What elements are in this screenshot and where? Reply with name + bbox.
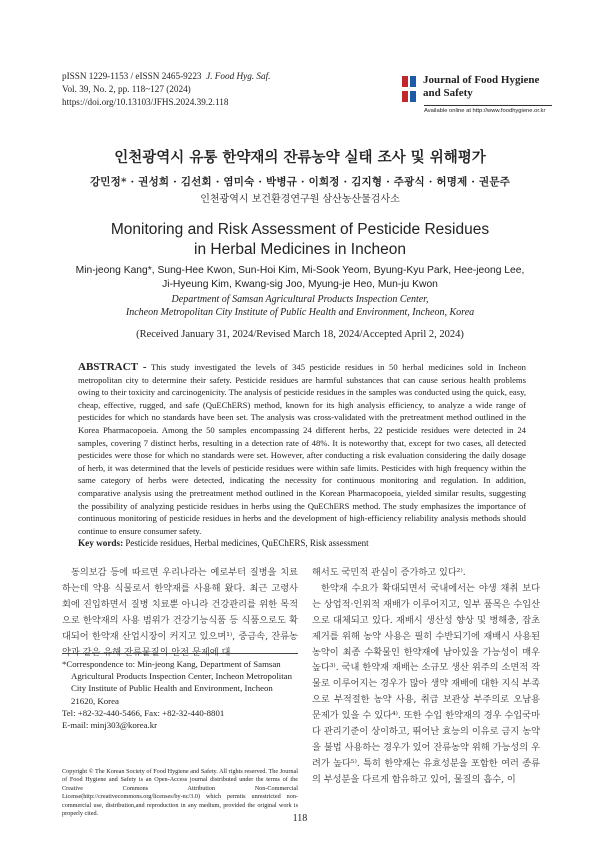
journal-logo-title: Journal of Food Hygiene and Safety [423,74,540,99]
copyright-notice: Copyright © The Korean Society of Food Hygiene and Safety. All rights reserved. The Journal of Food Hygiene and Safety is an Open-Access journal distributed under the terms of the Creative Commons Attribution Non-Commercial License(http://creativecommons.org/licenses/by-nc/3.0) which permits unrestricted non-commercial use, distribution,and reproduction in any medium, provided the original work is properly cited. [62,768,298,818]
correspondence-footnote [62,658,298,731]
correspondence-phone: Tel: +82-32-440-5466, Fax: +82-32-440-8801 [62,707,225,718]
keywords [78,538,526,548]
title-english: Monitoring and Risk Assessment of Pesticide Residues in Herbal Medicines in Incheon [110,221,490,258]
body-left-column: 동의보감 등에 따르면 우리나라는 예로부터 질병을 치료하는데 약용 식물로서 한약재를 사용해 왔다. 최근 고령사회에 진입하면서 질병 치료뿐 아니라 건강관리를 위한 목적으로 한약재의 사용 범위가 건강기능식품 등 식품으로도 확대되어 한약재 산업시장이 커지고 있으며¹⁾, 중금속, 잔류농 [62,567,298,642]
journal-logo-icon [401,74,419,104]
journal-url[interactable]: Available online at http://www.foodhygiene.or.kr [424,108,546,114]
body-right-column [312,565,540,788]
authors-korean: 강민정* · 권성희 · 김선회 · 염미숙 · 박병규 · 이희정 · 김지형 · 주광식 · 허명제 · 권문주 [89,176,511,188]
correspondence-address: *Correspondence to: Min-jeong Kang, Department of Samsan Agricultural Products Inspection Center, Incheon Metropolitan City Institute of Public Health and Environment, Incheon 21620, Korea [62,659,292,706]
journal-logo [401,74,551,108]
issn: pISSN 1229-1153 / eISSN 2465-9223 [62,71,202,81]
abstract [78,361,526,537]
doi-link[interactable]: https://doi.org/10.13103/JFHS.2024.39.2.118 [62,97,229,107]
page-number: 118 [292,813,308,824]
footnote-divider [62,653,298,654]
keywords-label: Key words: [78,538,124,548]
body-paragraph: 해서도 국민적 관심이 증가하고 있다²⁾. [312,567,466,578]
received-dates: (Received January 31, 2024/Revised March 18, 2024/Accepted April 2, 2024) [136,329,464,340]
volume-line: Vol. 39, No. 2, pp. 118~127 (2024) [62,84,191,94]
title-korean: 인천광역시 유통 한약재의 잔류농약 실태 조사 및 위해평가 [114,149,486,166]
body-paragraph: 한약재 수요가 확대되면서 국내에서는 야생 채취 보다는 상업적·인위적 재배가 이루어지고, 일부 품목은 수입산으로 대체되고 있다. 재배시 생산성 향상 및 병해충, 잡초 제거를 위해 농약 사용은 필히 수반되기에 재배시 사용된 농약이 최종 수확물인 한약재에 남아있을 가능성이 매우 높다³⁾. 국내 한약재 재배는 소규모 생산 위주의 소면적 작물로 이루어지는 경우가 많아 생약 재배에 대한 지식 부족으로 부적절한 농약 사용, 취급 보관상 부주의로 오남용 문제가 있을 수 있다⁴⁾. 또한 수입 한약재의 경우 수입국마다 관리기준이 상이하고, 뛰어난 효능의 이유로 금지 농약을 불법 사용하는 경우가 있어 잔류농약 위해 가능성의 우려가 높다⁵⁾. 특히 한약재는 유효성분을 포함한 여러 종류의 부성분을 다르게 함유하고 있어, 물질의 흡수, 이 [312,582,540,785]
journal-meta [62,70,270,109]
keywords-text: Pesticide residues, Herbal medicines, QuEChERS, Risk assessment [125,538,369,548]
abstract-label: ABSTRACT - [78,361,147,373]
affiliation-korean: 인천광역시 보건환경연구원 삼산농산물검사소 [200,194,400,205]
journal-abbrev: J. Food Hyg. Saf. [206,71,271,81]
authors-english: Min-jeong Kang*, Sung-Hee Kwon, Sun-Hoi Kim, Mi-Sook Yeom, Byung-Kyu Park, Hee-jeong Lee, Ji-Hyeung Kim, Kwang-sig Joo, Myung-je Heo, Mun-ju Kwon [75,265,525,290]
abstract-text: This study investigated the levels of 345 pesticide residues in 50 herbal medicines sold in Incheon metropolitan city to determine their safety. Pesticide residues are harmful substances that can cause serious health problems owing to their toxicity and carcinogenicity. The analysis of pesticide residues in the samples was conducted using the quick, easy, cheap, effective, rugged, and safe (QuEChERS) method, known for its high analysis efficiency, to analyze a wide range of pesticides for which no standards have been set. The analysis was cross-validated with the pretreatment method outlined in the Korea Pharmacopoeia. Among the 50 samples encompassing 24 different herbs, 22 pesticide residues were detected in 24 samples, covering 7 distinct herbs, resulting in a detection rate of 48%. It is noteworthy that, except for two cases, all detected pesticides were those for which no standards were set. However, after conducting a risk evaluation considering the daily dosage of herb, it was determined that the levels of pesticide residues were within safe limits. Pesticides with high frequency within the same category of herbs were detected, indicating the necessity for continuous monitoring and regulation. In addition, comparative analysis using the pretreatment method outlined in the Korean Pharmacopoeia, yielded similar results, suggesting the possibility of analyzing pesticide residues in herbs using the QuEChERS method. The study emphasizes the importance of continuous monitoring of pesticide residues in herbs and the development of high-efficiency reliability analysis methods should continue to ensure consumer safety. [78,362,526,536]
logo-divider [424,105,552,106]
affiliation-english: Department of Samsan Agricultural Products Inspection Center, Incheon Metropolitan City Institute of Public Health and Environment, Incheon, Korea [125,294,475,318]
correspondence-email[interactable]: E-mail: minj303@korea.kr [62,720,158,731]
